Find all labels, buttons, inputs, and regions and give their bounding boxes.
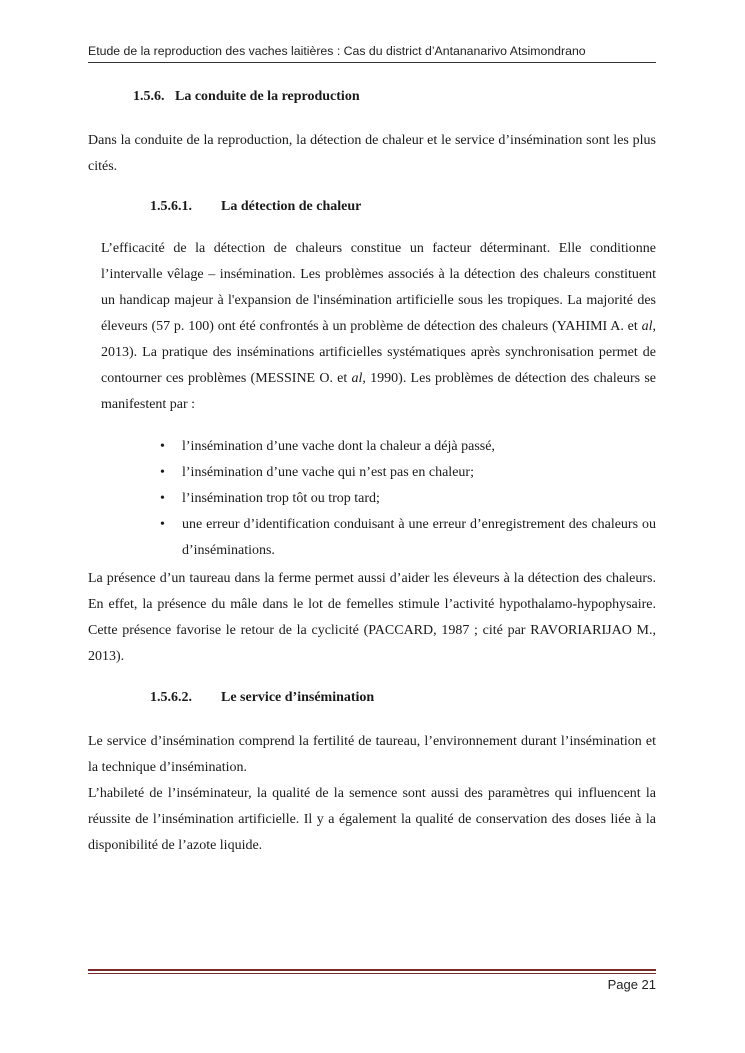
heading-title: Le service d’insémination: [221, 690, 375, 705]
heading-number: 1.5.6.1.: [150, 199, 192, 214]
heading-title: La conduite de la reproduction: [175, 89, 360, 104]
list-item: [160, 434, 656, 460]
list-item-text: l’insémination d’une vache dont la chaleur a déjà passé,: [182, 439, 495, 454]
heading-title: La détection de chaleur: [221, 199, 362, 214]
et-al-1: al: [641, 319, 653, 334]
bullet-icon: •: [160, 465, 165, 480]
list-item-text: l’insémination trop tôt ou trop tard;: [182, 491, 380, 506]
heading-number: 1.5.6.2.: [150, 690, 192, 705]
detection-text-b: , 2013). La pratique des inséminations artificielles systématiques après synchronisation permet de contourner ces problèmes (MESSINE O. et: [101, 319, 656, 386]
heading-number: 1.5.6.: [133, 89, 165, 104]
page-header: Etude de la reproduction des vaches laitières : Cas du district d’Antananarivo Atsimondrano: [88, 44, 586, 58]
intro-paragraph: Dans la conduite de la reproduction, la détection de chaleur et le service d’insémination sont les plus cités.: [88, 133, 656, 174]
footer-rule-thin: [88, 973, 656, 974]
bullet-icon: •: [160, 491, 165, 506]
list-item: [160, 460, 656, 486]
heading-1-5-6-1: [150, 199, 361, 215]
bullet-icon: •: [160, 517, 165, 532]
et-al-2: al: [351, 371, 363, 386]
page-number: Page 21: [607, 977, 656, 992]
list-item: [160, 486, 656, 512]
header-rule: [88, 62, 656, 63]
bullet-icon: •: [160, 439, 165, 454]
taureau-paragraph: La présence d’un taureau dans la ferme permet aussi d’aider les éleveurs à la détection des chaleurs. En effet, la présence du mâle dans le lot de femelles stimule l’activité hypothalamo-hypophysaire. Cette présence favorise le retour de la cyclicité (PACCARD, 1987 ; cité par RAVORIARIJAO M., 2013).: [88, 571, 656, 664]
list-item-text: une erreur d’identification conduisant à une erreur d’enregistrement des chaleurs ou d’inséminations.: [182, 517, 656, 558]
problems-list: [160, 434, 656, 564]
list-item-text: l’insémination d’une vache qui n’est pas en chaleur;: [182, 465, 474, 480]
detection-text-c: , 1990). Les problèmes de détection des chaleurs se manifestent par :: [101, 371, 656, 412]
heading-1-5-6: [133, 89, 360, 105]
insemination-paragraph-2: L’habileté de l’inséminateur, la qualité de la semence sont aussi des paramètres qui influencent la réussite de l’insémination artificielle. Il y a également la qualité de conservation des doses liée à la disponibilité de l’azote liquide.: [88, 786, 656, 853]
detection-text-a: L’efficacité de la détection de chaleurs constitue un facteur déterminant. Elle conditionne l’intervalle vêlage – insémination. Les problèmes associés à la détection des chaleurs constituent un handicap majeur à l'expansion de l'insémination artificielle sous les tropiques. La majorité des éleveurs (57 p. 100) ont été confrontés à un problème de détection des chaleurs (YAHIMI A. et: [101, 241, 656, 334]
insemination-paragraph-1: Le service d’insémination comprend la fertilité de taureau, l’environnement durant l’insémination et la technique d’insémination.: [88, 734, 656, 775]
detection-paragraph: [101, 236, 656, 418]
heading-1-5-6-2: [150, 690, 374, 706]
list-item: [160, 512, 656, 564]
footer-rule-thick: [88, 969, 656, 971]
